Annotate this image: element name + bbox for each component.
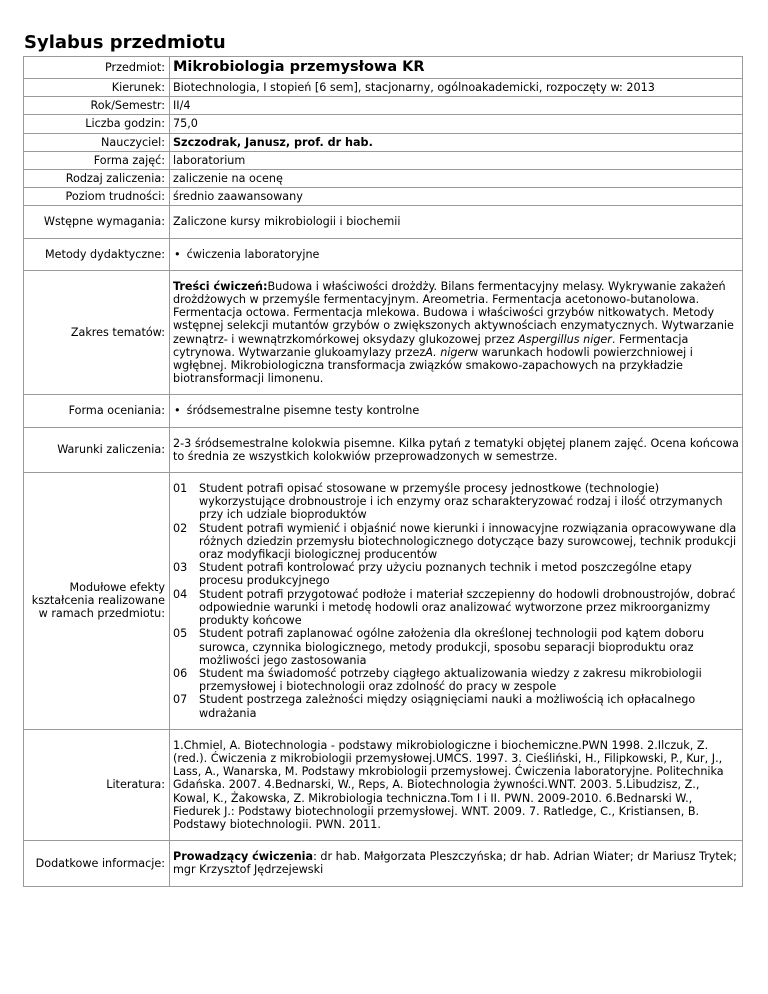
label-wymagania: Wstępne wymagania: bbox=[24, 206, 170, 238]
list-item: • śródsemestralne pisemne testy kontrolne bbox=[173, 404, 739, 417]
label-przedmiot: Przedmiot: bbox=[24, 57, 170, 79]
label-nauczyciel: Nauczyciel: bbox=[24, 133, 170, 151]
value-nauczyciel: Szczodrak, Janusz, prof. dr hab. bbox=[170, 133, 743, 151]
page-title: Sylabus przedmiotu bbox=[24, 32, 226, 53]
zakres-italic-2: A. niger bbox=[425, 345, 469, 359]
effect-text: Student potrafi kontrolować przy użyciu poznanych technik i metod poszczególne etapy procesu produkcyjnego bbox=[199, 561, 692, 588]
effect-number: 01 bbox=[173, 482, 188, 496]
label-efekty: Modułowe efekty kształcenia realizowane w ramach przedmiotu: bbox=[24, 473, 170, 730]
value-zakres bbox=[170, 270, 743, 395]
value-forma: laboratorium bbox=[170, 151, 743, 169]
zakres-heading: Treści ćwiczeń: bbox=[173, 279, 268, 293]
row-przedmiot bbox=[24, 57, 743, 79]
dodatkowe-heading: Prowadzący ćwiczenia bbox=[173, 850, 314, 864]
value-ocenianie bbox=[170, 395, 743, 427]
effect-item bbox=[173, 588, 739, 628]
effect-item bbox=[173, 667, 739, 693]
label-kierunek: Kierunek: bbox=[24, 79, 170, 97]
row-nauczyciel bbox=[24, 133, 743, 151]
row-rodzaj bbox=[24, 170, 743, 188]
label-metody: Metody dydaktyczne: bbox=[24, 238, 170, 270]
label-rok: Rok/Semestr: bbox=[24, 97, 170, 115]
row-forma bbox=[24, 151, 743, 169]
zakres-text-1: Budowa i właściwości drożdży. Bilans fermentacyjny melasy. Wykrywanie zakażeń drożdżowych w przemyśle fermentacyjnym. Areometria. Fermentacja acetonowo-butanolowa. Fermentacja octowa. Fermentacja mlekowa. Budowa i właściwości grzybów nitkowatych. Metody wstępnej selekcji mutantów grzybów o zwiększonych aktywnościach enzymatycznych. Wytwarzanie zewnątrz- i wewnątrzkomórkowej oksydazy glukozowej przez bbox=[173, 279, 734, 346]
effect-number: 05 bbox=[173, 627, 188, 641]
effect-text: Student postrzega zależności między osiągnięciami nauki a możliwością ich opłacalnego wdrażania bbox=[199, 693, 696, 720]
label-forma: Forma zajęć: bbox=[24, 151, 170, 169]
value-warunki: 2-3 śródsemestralne kolokwia pisemne. Kilka pytań z tematyki objętej planem zajęć. Ocena końcowa to średnia ze wszystkich kolokwiów przeprowadzonych w semestrze. bbox=[170, 427, 743, 472]
value-wymagania: Zaliczone kursy mikrobiologii i biochemii bbox=[170, 206, 743, 238]
row-zakres bbox=[24, 270, 743, 395]
row-ocenianie bbox=[24, 395, 743, 427]
row-literatura bbox=[24, 729, 743, 840]
effect-number: 07 bbox=[173, 693, 188, 707]
row-godziny bbox=[24, 115, 743, 133]
row-warunki bbox=[24, 427, 743, 472]
effect-text: Student ma świadomość potrzeby ciągłego aktualizowania wiedzy z zakresu mikrobiologii przemysłowej i biotechnologii oraz zdolność do pracy w zespole bbox=[199, 666, 702, 694]
value-przedmiot: Mikrobiologia przemysłowa KR bbox=[170, 57, 743, 79]
label-zakres: Zakres tematów: bbox=[24, 270, 170, 395]
row-efekty bbox=[24, 473, 743, 730]
label-godziny: Liczba godzin: bbox=[24, 115, 170, 133]
list-item: • ćwiczenia laboratoryjne bbox=[173, 248, 739, 261]
value-metody bbox=[170, 238, 743, 270]
label-warunki: Warunki zaliczenia: bbox=[24, 427, 170, 472]
row-poziom bbox=[24, 188, 743, 206]
row-kierunek bbox=[24, 79, 743, 97]
label-dodatkowe: Dodatkowe informacje: bbox=[24, 841, 170, 886]
effect-text: Student potrafi przygotować podłoże i materiał szczepienny do hodowli drobnoustrojów, dobrać odpowiednie warunki i metodę hodowli oraz analizować wytworzone przez mikroorganizmy produkty końcowe bbox=[199, 587, 736, 628]
effect-text: Student potrafi wymienić i objaśnić nowe kierunki i innowacyjne rozwiązania opracowywane dla różnych dziedzin przemysłu biotechnologicznego dotyczące bazy surowcowej, technik produkcji oraz modyfikacji biologicznej producentów bbox=[199, 521, 737, 562]
effect-item bbox=[173, 693, 739, 719]
effect-text: Student potrafi opisać stosowane w przemyśle procesy jednostkowe (technologie) wykorzystujące drobnoustroje i ich enzymy oraz scharakteryzować rodzaj i ilość otrzymanych przy ich udziale bioproduktów bbox=[199, 482, 723, 522]
row-rok bbox=[24, 97, 743, 115]
effect-item bbox=[173, 482, 739, 522]
value-literatura: 1.Chmiel, A. Biotechnologia - podstawy mikrobiologiczne i biochemiczne.PWN 1998. 2.Ilczuk, Z. (red.). Ćwiczenia z mikrobiologii przemysłowej.UMCS. 1997. 3. Cieśliński, H., Filipkowski, P., Kur, J., Lass, A., Wanarska, M. Podstawy mkrobiologii przemysłowej. Ćwiczenia laboratoryjne. Politechnika Gdańska. 2007. 4.Bednarski, W., Reps, A. Biotechnologia żywności.WNT. 2003. 5.Libudzisz, Z., Kowal, K., Żakowska, Z. Mikrobiologia techniczna.Tom I i II. PWN. 2009-2010. 6.Bednarski W., Fiedurek J.: Podstawy biotechnologii przemysłowej. WNT. 2009. 7. Ratledge, C., Kristiansen, B. Podstawy biotechnologii. PWN. 2011. bbox=[170, 729, 743, 840]
dodatkowe-text: : dr hab. Małgorzata Pleszczyńska; dr hab. Adrian Wiater; dr Mariusz Trytek; mgr Krzysztof Jędrzejewski bbox=[173, 850, 737, 877]
syllabus-table bbox=[23, 56, 743, 887]
value-rodzaj: zaliczenie na ocenę bbox=[170, 170, 743, 188]
zakres-italic-1: Aspergillus niger bbox=[518, 332, 612, 346]
value-godziny: 75,0 bbox=[170, 115, 743, 133]
value-kierunek: Biotechnologia, I stopień [6 sem], stacjonarny, ogólnoakademicki, rozpoczęty w: 2013 bbox=[170, 79, 743, 97]
effect-item bbox=[173, 561, 739, 587]
row-metody bbox=[24, 238, 743, 270]
label-ocenianie: Forma oceniania: bbox=[24, 395, 170, 427]
row-dodatkowe bbox=[24, 841, 743, 886]
label-poziom: Poziom trudności: bbox=[24, 188, 170, 206]
label-rodzaj: Rodzaj zaliczenia: bbox=[24, 170, 170, 188]
row-wymagania bbox=[24, 206, 743, 238]
effect-number: 03 bbox=[173, 561, 188, 575]
value-rok: II/4 bbox=[170, 97, 743, 115]
zakres-text-3: w warunkach hodowli powierzchniowej i wgłębnej. Mikrobiologiczna transformacja związków smakowo-zapachowych na przykładzie biotransformacji limonenu. bbox=[173, 345, 693, 386]
effect-text: Student potrafi zaplanować ogólne założenia dla określonej technologii pod kątem doboru surowca, czynnika biologicznego, metody produkcji, sposobu separacji bioproduktu oraz możliwości jego zastosowania bbox=[199, 627, 705, 667]
effect-item bbox=[173, 522, 739, 562]
value-poziom: średnio zaawansowany bbox=[170, 188, 743, 206]
label-literatura: Literatura: bbox=[24, 729, 170, 840]
effect-number: 06 bbox=[173, 666, 188, 680]
effect-number: 04 bbox=[173, 587, 188, 601]
effect-number: 02 bbox=[173, 521, 188, 535]
effect-item bbox=[173, 627, 739, 667]
zakres-text-2: . Fermentacja cytrynowa. Wytwarzanie glukoamylazy przez bbox=[173, 332, 689, 359]
value-dodatkowe bbox=[170, 841, 743, 886]
value-efekty bbox=[170, 473, 743, 730]
